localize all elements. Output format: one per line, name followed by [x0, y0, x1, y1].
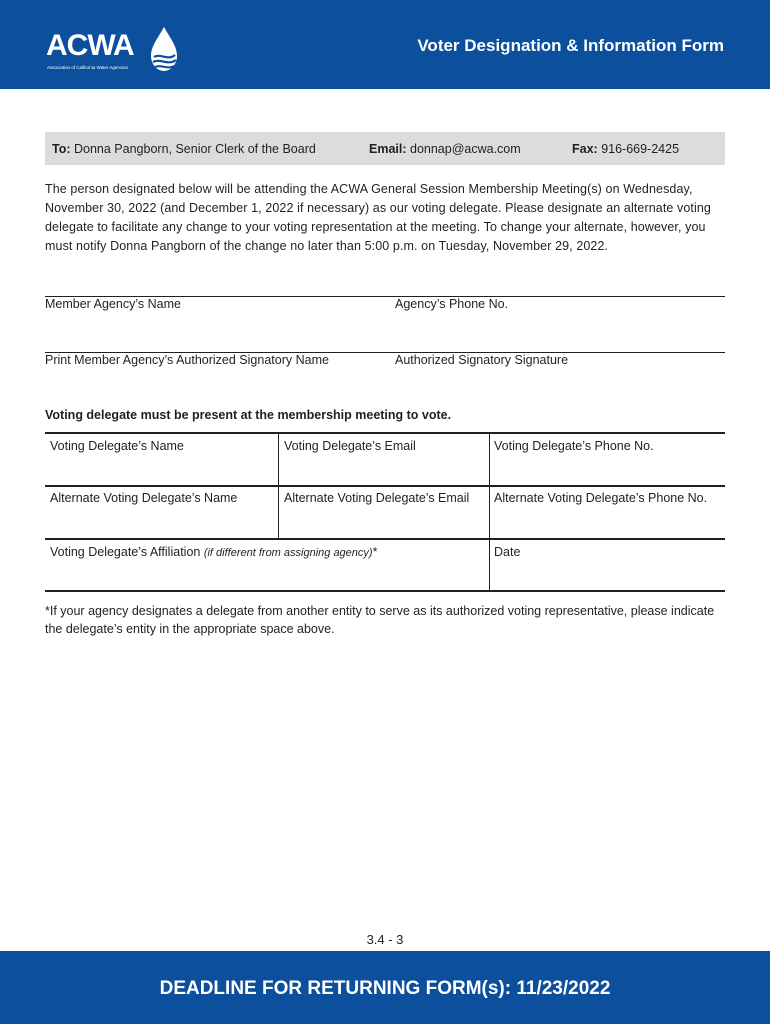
page-number: 3.4 - 3	[366, 932, 404, 947]
table-divider	[278, 434, 279, 538]
to-value: Donna Pangborn, Senior Clerk of the Board	[74, 142, 316, 156]
contact-bar	[45, 132, 725, 165]
voting-note: Voting delegate must be present at the membership meeting to vote.	[45, 408, 452, 422]
date-field[interactable]: Date	[494, 545, 521, 559]
table-rule	[45, 432, 725, 434]
to-label: To:	[52, 142, 71, 156]
form-title: Voter Designation & Information Form	[417, 36, 724, 55]
logo-subtitle: Association of California Water Agencies	[47, 65, 128, 70]
agency-name-label: Member Agency’s Name	[45, 297, 181, 311]
fax-label: Fax:	[572, 142, 598, 156]
contact-email	[369, 142, 521, 156]
acwa-logo	[46, 26, 186, 76]
delegate-phone-field[interactable]: Voting Delegate’s Phone No.	[494, 439, 654, 453]
affiliation-field[interactable]	[50, 545, 377, 559]
delegate-name-field[interactable]: Voting Delegate’s Name	[50, 439, 184, 453]
email-value: donnap@acwa.com	[410, 142, 521, 156]
footer-banner	[0, 951, 770, 1024]
table-divider	[489, 434, 490, 590]
signatory-signature-label: Authorized Signatory Signature	[395, 353, 569, 367]
delegate-email-field[interactable]: Voting Delegate’s Email	[284, 439, 416, 453]
affiliation-note: (if different from assigning agency)	[203, 547, 373, 559]
alternate-email-field[interactable]: Alternate Voting Delegate’s Email	[284, 491, 470, 505]
table-rule	[45, 590, 725, 592]
water-drop-icon	[148, 26, 180, 72]
agency-phone-label: Agency’s Phone No.	[395, 297, 509, 311]
alternate-name-field[interactable]: Alternate Voting Delegate’s Name	[50, 491, 238, 505]
contact-to	[52, 142, 316, 156]
table-rule	[45, 485, 725, 487]
logo-text: ACWA	[46, 29, 134, 62]
email-label: Email:	[369, 142, 407, 156]
fax-value: 916-669-2425	[601, 142, 680, 156]
affiliation-label: Voting Delegate’s Affiliation	[50, 545, 201, 559]
footnote: *If your agency designates a delegate from another entity to serve as its authorized voting representative, please indicate the delegate’s entity in the appropriate space above.	[45, 604, 715, 636]
contact-fax	[572, 142, 679, 156]
intro-paragraph: The person designated below will be attending the ACWA General Session Membership Meeting(s) on Wednesday, November 30, 2022 (and December 1, 2022 if necessary) as our voting delegate. Please designate an alternate voting delegate to facilitate any change to your voting representation at the meeting. To change your alternate, however, you must notify Donna Pangborn of the change no later than 5:00 p.m. on Tuesday, November 29, 2022.	[45, 182, 711, 253]
table-rule	[45, 538, 725, 540]
affiliation-asterisk: *	[372, 545, 378, 559]
deadline-text: DEADLINE FOR RETURNING FORM(s): 11/23/2022	[159, 978, 611, 999]
signatory-name-label: Print Member Agency’s Authorized Signatory Name	[45, 353, 329, 367]
header-banner	[0, 0, 770, 89]
alternate-phone-field[interactable]: Alternate Voting Delegate’s Phone No.	[494, 491, 708, 505]
